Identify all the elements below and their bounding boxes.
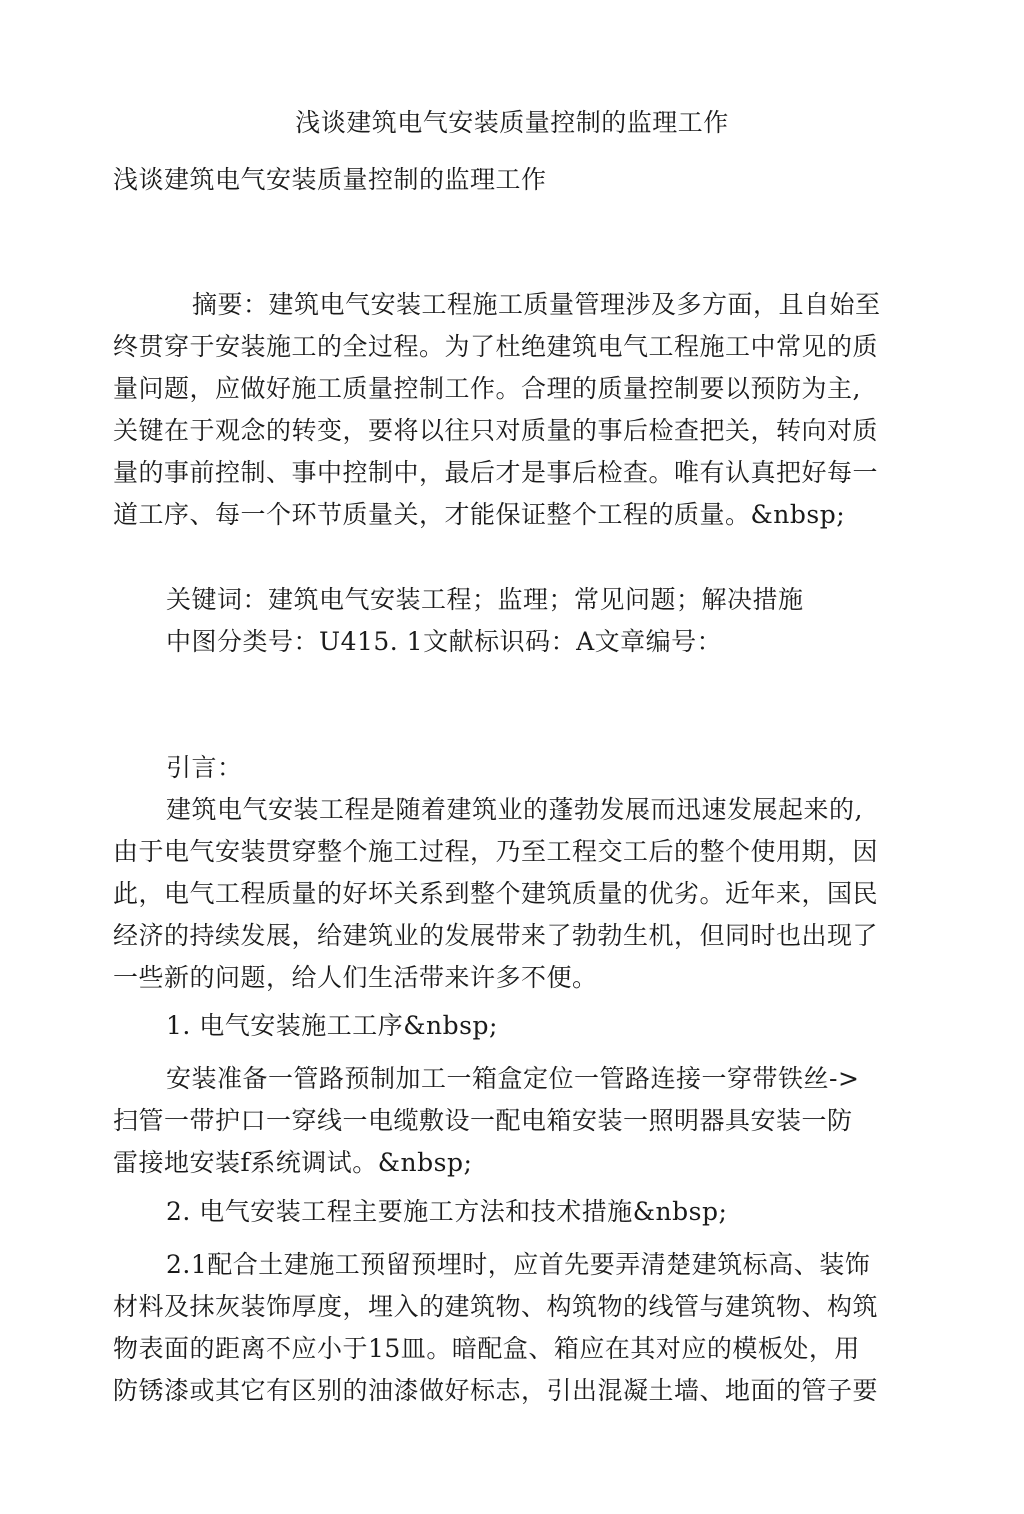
section-2-1-line: 防锈漆或其它有区别的油漆做好标志，引出混凝土墙、地面的管子要 [113, 1376, 879, 1405]
intro-line: 此，电气工程质量的好坏关系到整个建筑质量的优劣。近年来，国民 [113, 879, 879, 908]
section-1-line: 扫管一带护口一穿线一电缆敷设一配电箱安装一照明器具安装一防 [113, 1106, 853, 1135]
abstract-line: 量问题，应做好施工质量控制工作。合理的质量控制要以预防为主, [113, 374, 861, 403]
section-1-line: 雷接地安装f系统调试。&nbsp; [113, 1148, 473, 1177]
keywords-line: 关键词：建筑电气安装工程；监理；常见问题；解决措施 [166, 585, 804, 614]
section-2-heading: 2. 电气安装工程主要施工方法和技术措施&nbsp; [166, 1197, 728, 1226]
abstract-line: 道工序、每一个环节质量关，才能保证整个工程的质量。&nbsp; [113, 500, 846, 529]
abstract-line: 摘要：建筑电气安装工程施工质量管理涉及多方面，且自始至 [192, 290, 881, 319]
abstract-line: 终贯穿于安装施工的全过程。为了杜绝建筑电气工程施工中常见的质 [113, 332, 879, 361]
classification-line: 中图分类号：U415. 1文献标识码：A文章编号： [166, 627, 723, 656]
abstract-line: 量的事前控制、事中控制中，最后才是事后检查。唯有认真把好每一 [113, 458, 879, 487]
section-2-1-line: 材料及抹灰装饰厚度，埋入的建筑物、构筑物的线管与建筑物、构筑 [113, 1292, 879, 1321]
section-1-heading: 1. 电气安装施工工序&nbsp; [166, 1011, 498, 1040]
section-2-1-line: 物表面的距离不应小于15皿。暗配盒、箱应在其对应的模板处，用 [113, 1334, 860, 1363]
section-1-line: 安装准备一管路预制加工一箱盒定位一管路连接一穿带铁丝-> [166, 1064, 860, 1093]
intro-heading: 引言： [166, 753, 243, 782]
intro-line: 由于电气安装贯穿整个施工过程，乃至工程交工后的整个使用期，因 [113, 837, 879, 866]
section-2-1-line: 2.1配合土建施工预留预埋时，应首先要弄清楚建筑标高、装饰 [166, 1250, 871, 1279]
intro-line: 建筑电气安装工程是随着建筑业的蓬勃发展而迅速发展起来的, [166, 795, 863, 824]
intro-line: 一些新的问题，给人们生活带来许多不便。 [113, 963, 598, 992]
subtitle: 浅谈建筑电气安装质量控制的监理工作 [113, 165, 547, 194]
intro-line: 经济的持续发展，给建筑业的发展带来了勃勃生机，但同时也出现了 [113, 921, 879, 950]
abstract-line: 关键在于观念的转变，要将以往只对质量的事后检查把关，转向对质 [113, 416, 879, 445]
page-title: 浅谈建筑电气安装质量控制的监理工作 [295, 108, 729, 137]
